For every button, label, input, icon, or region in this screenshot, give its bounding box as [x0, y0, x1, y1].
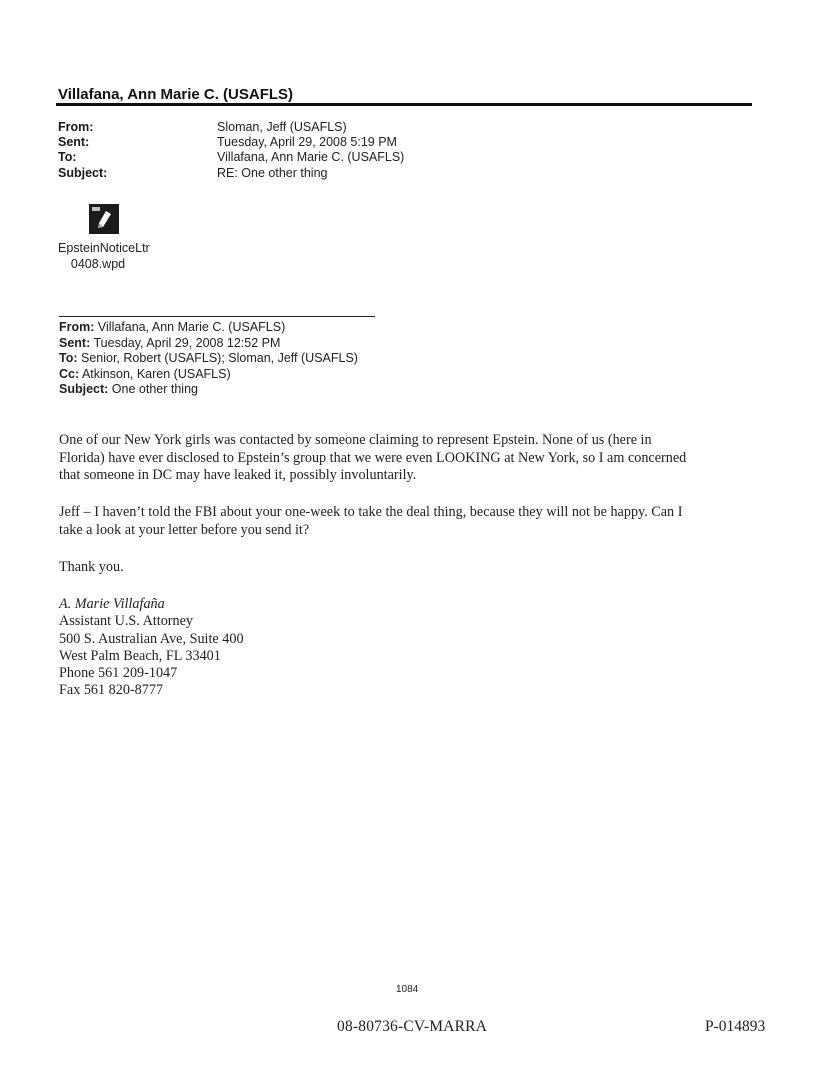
bates-number: P-014893	[705, 1018, 766, 1035]
sent-label: Sent:	[58, 135, 90, 150]
quoted-cc-row	[59, 367, 358, 383]
quoted-sent-label: Sent:	[59, 335, 91, 350]
signature-block	[59, 596, 759, 700]
wordperfect-document-icon[interactable]	[89, 204, 119, 234]
attachment-filename-line2: 0408.wpd	[70, 257, 126, 271]
quoted-subject-value: One other thing	[111, 382, 198, 396]
from-value: Sloman, Jeff (USAFLS)	[217, 120, 347, 134]
body-paragraph-1	[59, 432, 759, 485]
case-number: 08-80736-CV-MARRA	[337, 1018, 488, 1035]
quoted-subject-row	[59, 382, 358, 398]
signature-title: Assistant U.S. Attorney	[59, 613, 193, 630]
body-paragraph-1-line-1: One of our New York girls was contacted by someone claiming to represent Epstein. None of us (here in	[59, 432, 652, 448]
email-title: Villafana, Ann Marie C. (USAFLS)	[58, 86, 294, 103]
to-value: Villafana, Ann Marie C. (USAFLS)	[217, 150, 405, 165]
sent-value: Tuesday, April 29, 2008 5:19 PM	[217, 135, 397, 150]
subject-value: RE: One other thing	[217, 165, 328, 180]
quoted-header	[59, 320, 358, 398]
attachment-filename[interactable]	[58, 240, 150, 272]
signature-phone: Phone 561 209-1047	[59, 665, 178, 682]
quoted-from-value: Villafana, Ann Marie C. (USAFLS)	[97, 320, 286, 334]
header-from-row	[58, 120, 404, 135]
body-paragraph-1-line-2: Florida) have ever disclosed to Epstein’s group that we were even LOOKING at New York, so I am concerned	[59, 449, 687, 466]
quoted-sent-row	[59, 336, 358, 352]
quoted-cc-value: Atkinson, Karen (USAFLS)	[81, 366, 231, 381]
body-paragraph-2-line-2: take a look at your letter before you send it?	[59, 521, 310, 538]
to-label: To:	[58, 150, 77, 165]
page-number: 1084	[396, 984, 419, 995]
quoted-message-divider	[59, 316, 375, 317]
email-header	[58, 120, 404, 181]
from-label: From:	[58, 120, 94, 134]
quoted-to-row	[59, 351, 358, 367]
header-sent-row	[58, 135, 404, 150]
quoted-to-label: To:	[59, 351, 78, 365]
body-paragraph-1-line-3: that someone in DC may have leaked it, possibly involuntarily.	[59, 467, 417, 483]
quoted-sent-value: Tuesday, April 29, 2008 12:52 PM	[93, 335, 281, 350]
signature-address-line-1: 500 S. Australian Ave, Suite 400	[59, 630, 244, 647]
attachment-filename-line1: EpsteinNoticeLtr	[58, 241, 150, 255]
body-closing: Thank you.	[59, 559, 124, 575]
quoted-from-label: From:	[59, 320, 95, 334]
signature-fax: Fax 561 820-8777	[59, 682, 164, 699]
signature-address-line-2: West Palm Beach, FL 33401	[59, 647, 221, 664]
quoted-to-value: Senior, Robert (USAFLS); Sloman, Jeff (USAFLS)	[81, 351, 358, 365]
subject-label: Subject:	[58, 165, 108, 180]
quoted-from-row	[59, 320, 358, 336]
title-divider	[56, 103, 752, 106]
signature-name: A. Marie Villafaña	[59, 596, 165, 612]
quoted-subject-label: Subject:	[59, 382, 109, 396]
header-subject-row	[58, 166, 404, 181]
quoted-cc-label: Cc:	[59, 366, 80, 381]
body-paragraph-2-line-1: Jeff – I haven’t told the FBI about your one-week to take the deal thing, because they will not be happy. Can I	[59, 504, 683, 520]
body-paragraph-2	[59, 504, 759, 539]
header-to-row	[58, 150, 404, 165]
